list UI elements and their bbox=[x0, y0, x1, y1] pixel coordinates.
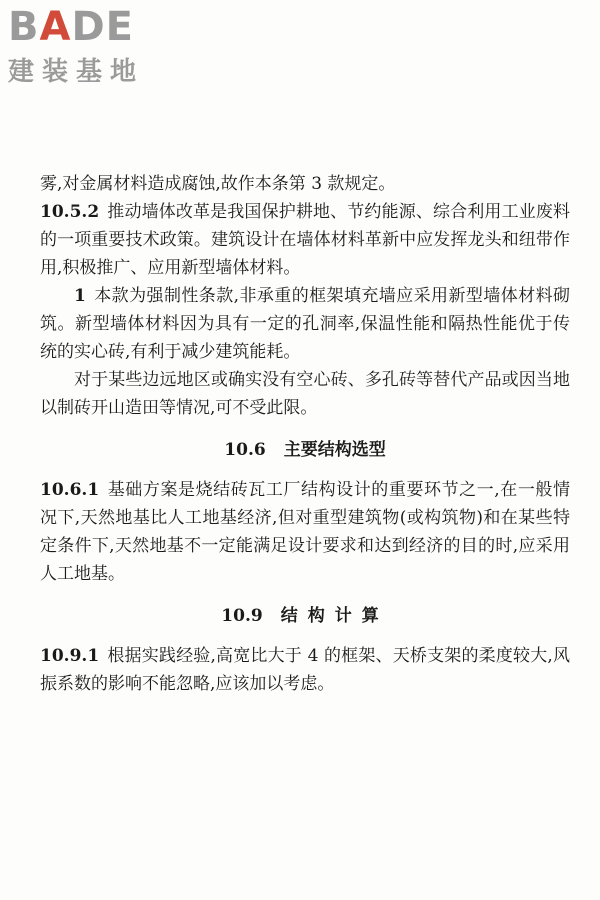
paragraph-remote-areas: 对于某些边远地区或确实没有空心砖、多孔砖等替代产品或因当地以制砖开山造田等情况,可不受此限。 bbox=[40, 370, 570, 418]
heading-10-9 bbox=[40, 602, 570, 630]
clause-number: 1 bbox=[74, 286, 86, 306]
section-number: 10.9.1 bbox=[40, 646, 100, 666]
heading-10-6 bbox=[40, 436, 570, 464]
heading-number: 10.6 bbox=[224, 440, 266, 460]
logo-letter-b: B bbox=[8, 4, 40, 50]
clause-1 bbox=[40, 282, 570, 366]
document-body bbox=[40, 170, 570, 698]
section-number: 10.6.1 bbox=[40, 480, 100, 500]
clause-text: 本款为强制性条款,非承重的框架填充墙应采用新型墙体材料砌筑。新型墙体材料因为具有一定的孔洞率,保温性能和隔热性能优于传统的实心砖,有利于减少建筑能耗。 bbox=[40, 286, 570, 362]
section-10-5-2 bbox=[40, 198, 570, 282]
logo-letters-de: DE bbox=[71, 4, 134, 50]
heading-number: 10.9 bbox=[221, 606, 263, 626]
section-text: 推动墙体改革是我国保护耕地、节约能源、综合利用工业废料的一项重要技术政策。建筑设计在墙体材料革新中应发挥龙头和纽带作用,积极推广、应用新型墙体材料。 bbox=[40, 202, 570, 278]
section-text: 根据实践经验,高宽比大于 4 的框架、天桥支架的柔度较大,风振系数的影响不能忽略,应该加以考虑。 bbox=[40, 646, 570, 694]
section-10-9-1 bbox=[40, 642, 570, 698]
bade-logo bbox=[8, 4, 178, 94]
logo-subtitle: 建装基地 bbox=[8, 57, 145, 87]
heading-title: 结构计算 bbox=[280, 606, 389, 626]
section-10-6-1 bbox=[40, 476, 570, 588]
logo-letter-a: A bbox=[39, 4, 72, 50]
section-number: 10.5.2 bbox=[40, 202, 100, 222]
logo-wordmark bbox=[8, 4, 134, 50]
heading-title: 主要结构选型 bbox=[283, 440, 386, 460]
section-text: 基础方案是烧结砖瓦工厂结构设计的重要环节之一,在一般情况下,天然地基比人工地基经济,但对重型建筑物(或构筑物)和在某些特定条件下,天然地基不一定能满足设计要求和达到经济的目的时,应采用人工地基。 bbox=[40, 480, 570, 584]
paragraph-continued: 雾,对金属材料造成腐蚀,故作本条第 3 款规定。 bbox=[40, 174, 396, 194]
